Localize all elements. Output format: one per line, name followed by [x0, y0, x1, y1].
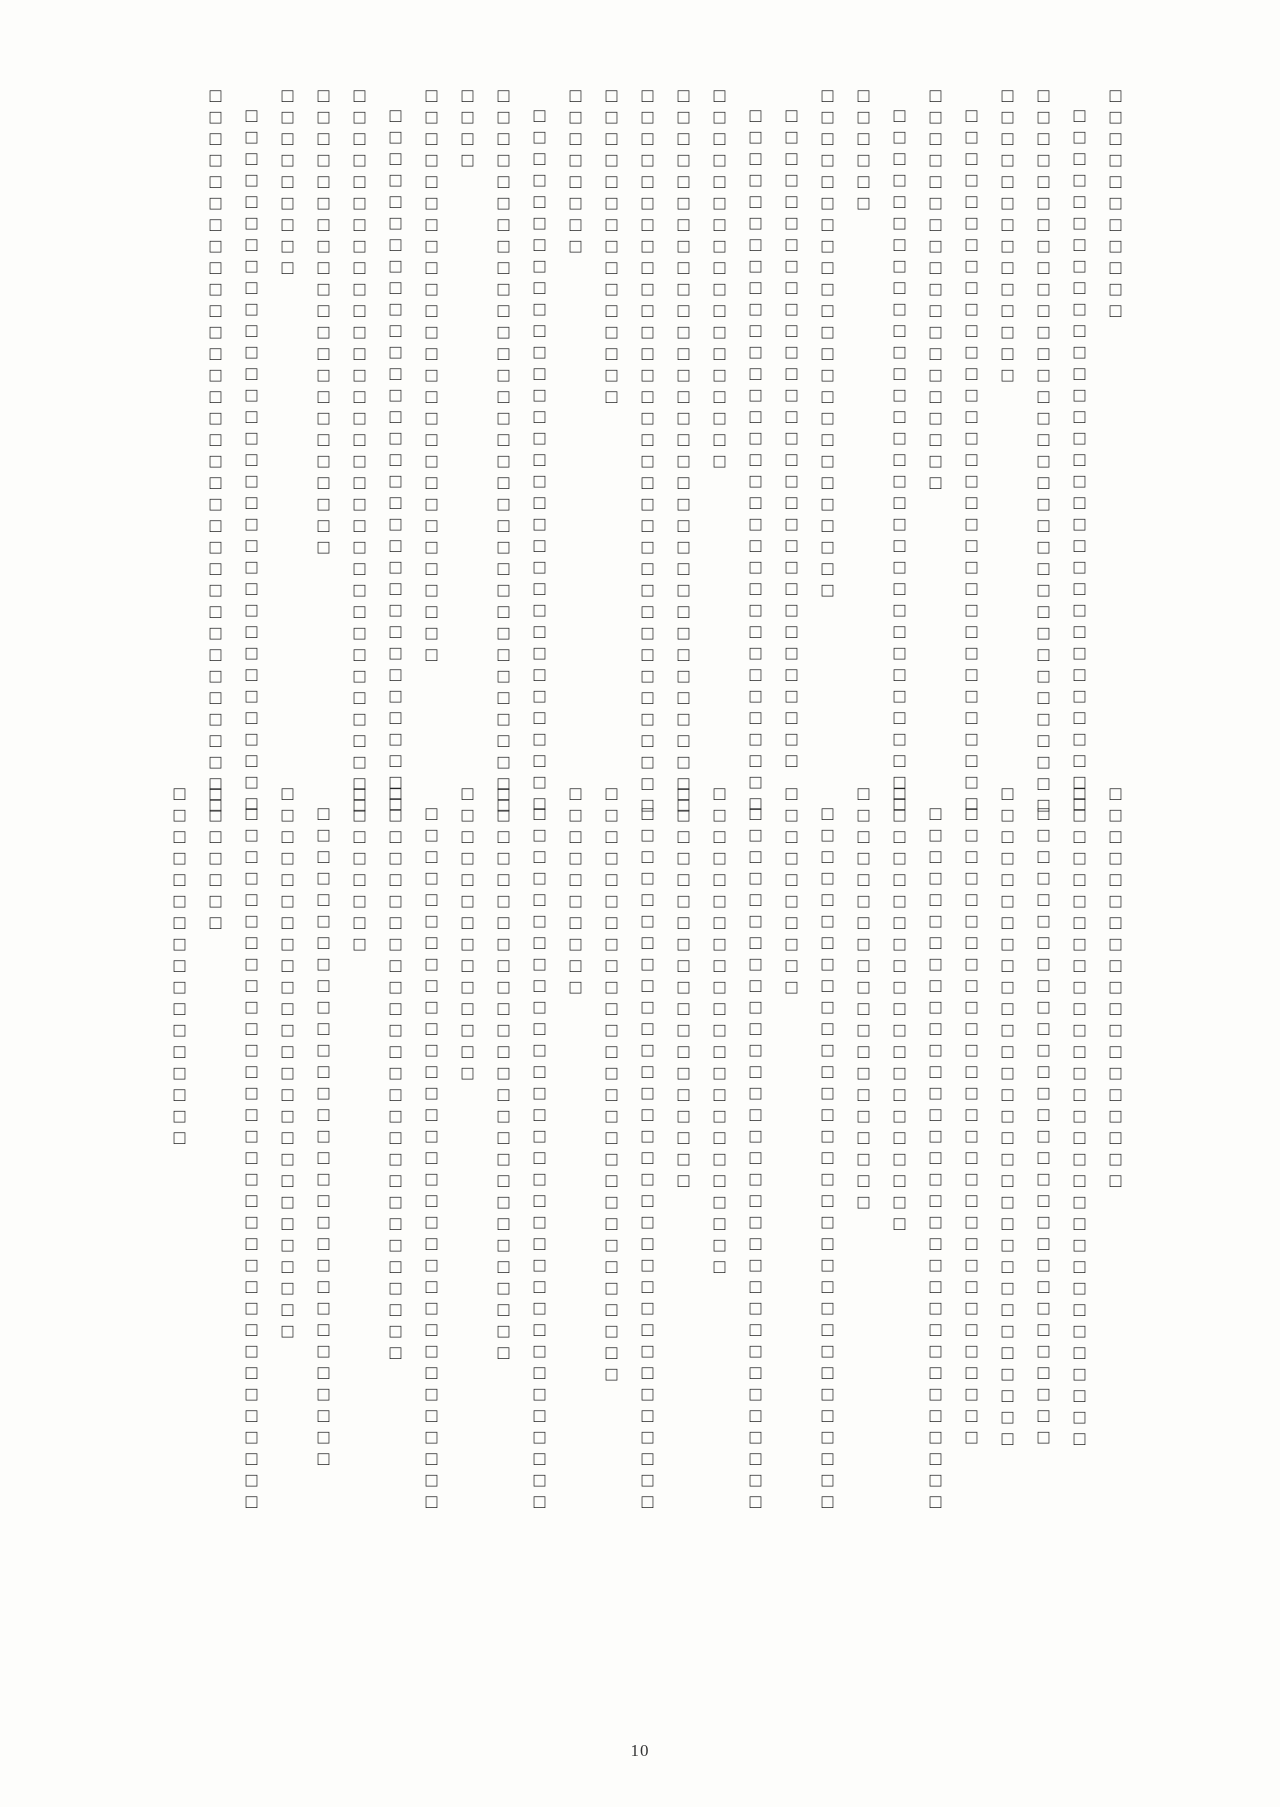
text-line-redacted: □□□□□□□□□□□□□□□□□□□□□□□□ [817, 86, 838, 602]
bottom-text-block [161, 784, 1133, 1514]
text-line-redacted: □□□□□□ [853, 86, 874, 215]
text-line-redacted: □□□□□□□ [205, 784, 226, 935]
text-line-redacted: □□□□□□□□□□□□□□□□□□□□□□□□□□□□□□□□□ [745, 804, 766, 1514]
text-line-redacted: □□□□□□□□□□□□□□□□□□□□□□□□□□□□□□□□□□ [673, 86, 694, 817]
text-line-redacted: □□□□□□□□□□□□□□□□□□□□□□□□□□□ [493, 784, 514, 1365]
text-line-redacted: □□□□□□□□□ [277, 86, 298, 280]
text-line-redacted: □□□□□□□□□□□□□□□□□□□□□□□□□□□□□□□ [781, 106, 802, 773]
text-line-redacted: □□□□□□□□□□□□□□□□□□□□□□□□□□□□□□□ [313, 804, 334, 1471]
text-line-redacted: □□□□□□□□□□□□□□□□□□□□□□□□□□□□□□□ [997, 784, 1018, 1451]
text-line-redacted: □□□□□□□□□□□□□□□□□□□□□□□□□□□□□□□□□ [637, 804, 658, 1514]
text-line-redacted: □□□□□□□□□□□□□□□□□□□□□□□□□□□□□□□□□ [889, 106, 910, 816]
text-line-redacted: □□□□□□□□□□□□□□ [457, 784, 478, 1085]
text-line-redacted: □□□□□□□□□□ [781, 784, 802, 999]
text-line-redacted: □□□□□□□□□□□□□□□□□□□□□□□□□□□□□□□□□ [529, 804, 550, 1514]
top-text-block [197, 86, 1133, 817]
text-line-redacted: □□□□□□□□□□□□□□□□□□□□□□□□□□□ [421, 86, 442, 667]
text-line-redacted: □□□□□□□□□□□□□□□□□□□□□□□□□□□□ [601, 784, 622, 1386]
page-number: 10 [630, 1741, 650, 1760]
text-line-redacted: □□□□□□□□□□□□□□□□□□□□□□□□□□□□□□□□□ [817, 804, 838, 1514]
text-line-redacted: □□□□□□□□□□□□□□□□□□□□□□□□□□□□□□ [1033, 804, 1054, 1449]
text-line-redacted: □□□□□□□□□□□□□□□□□□□□□□□□□□□□□□□□□ [385, 106, 406, 816]
text-line-redacted: □□□□□□□□□□□□□□□□□□□ [925, 86, 946, 495]
text-line-redacted: □□□□□□□□□□□□□□□□□□□□□□□□□□□ [385, 784, 406, 1365]
text-line-redacted: □□□□□□□□□□□□□□□□□□□□□□□□□□□□□□□□□ [925, 804, 946, 1514]
text-line-redacted: □□□□□□□□□□□ [1105, 86, 1126, 323]
text-line-redacted: □□□□□□□□□□□□□□□□□□□□□□□□□□□□□□ [961, 804, 982, 1449]
text-line-redacted: □□□□□□□□□□□□□□□□□□□□□□□□□□□□□□□□□□ [493, 86, 514, 817]
text-line-redacted: □□□□□□□□□□□□□□□□□□□□□□□□□□□□□□□□□ [1069, 106, 1090, 816]
text-line-redacted: □□□□□□□□□□□□□□□□□□□□□□ [313, 86, 334, 559]
text-line-redacted: □□□□□□□□□□□□□□□□□□□□□□□□□□□□□□□□□□ [205, 86, 226, 817]
text-line-redacted: □□□□□□□□□□□□□□□□□□□□ [853, 784, 874, 1214]
text-line-redacted: □□□□□□□□□□□□□□□□□□□□□□□□□□□□□□□□□□ [349, 86, 370, 817]
text-line-redacted: □□□□□□□□□□□□□□□ [601, 86, 622, 409]
text-line-redacted: □□□□□□□□□□□□□□□□□□ [709, 86, 730, 473]
text-line-redacted: □□□□□□□□□□□□□□□□□□□□□□□□□□□□□□□□□ [529, 106, 550, 816]
text-line-redacted: □□□□□□□□□□□□□□□□□□□□□□□□□□□□□□□ [1069, 784, 1090, 1451]
text-line-redacted: □□□□□□□□□□□□□□□□□□□ [673, 784, 694, 1193]
text-line-redacted: □□□□□□□□□□□□□□□□□□□□□□□□□□□□□□□□□ [241, 106, 262, 816]
text-line-redacted: □□□□□□□□□□□□□□□□□□□ [1105, 784, 1126, 1193]
text-line-redacted: □□□□□□□□ [565, 86, 586, 258]
text-line-redacted: □□□□□□□□□□□□□□□□□□□□□□□□□□□□□□□□□□ [637, 86, 658, 817]
text-line-redacted: □□□□□□□□□□□□□□□□□□□□□□□□□□□□□□□□□ [241, 804, 262, 1514]
text-line-redacted: □□□□□□□□□□□□□□ [997, 86, 1018, 387]
text-line-redacted: □□□□□□□□□□□□□□□□□□□□□□□□□□□□□□□□□ [745, 106, 766, 816]
text-line-redacted: □□□□□□□□□□□□□□□□□□□□□□□ [709, 784, 730, 1279]
text-line-redacted: □□□□□□□□□□□□□□□□□□□□□□□□□□ [277, 784, 298, 1343]
text-line-redacted: □□□□ [457, 86, 478, 172]
text-line-redacted: □□□□□□□□ [349, 784, 370, 956]
text-line-redacted: □□□□□□□□□□ [565, 784, 586, 999]
text-line-redacted: □□□□□□□□□□□□□□□□□□□□□□□□□□□□□□□□□ [961, 106, 982, 816]
text-line-redacted: □□□□□□□□□□□□□□□□□□□□□□□□□□□□□□□□□□ [1033, 86, 1054, 817]
text-line-redacted: □□□□□□□□□□□□□□□□□□□□□□□□□□□□□□□□□ [421, 804, 442, 1514]
text-line-redacted: □□□□□□□□□□□□□□□□□□□□□ [889, 784, 910, 1236]
text-line-redacted: □□□□□□□□□□□□□□□□□ [169, 784, 190, 1150]
